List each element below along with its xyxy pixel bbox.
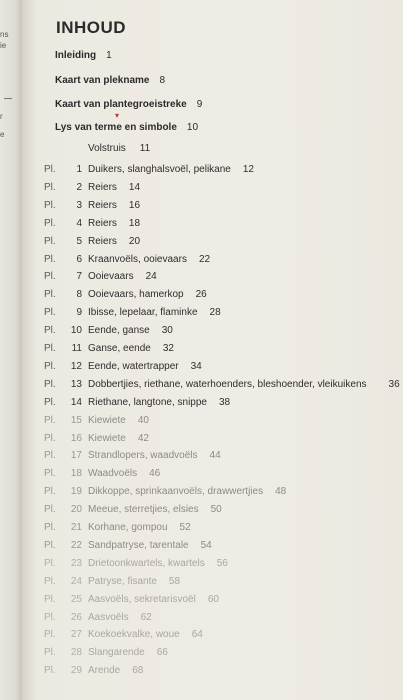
plate-title-wrap (88, 379, 400, 390)
plate-prefix: Pl. (44, 325, 56, 337)
plate-number: 8 (76, 289, 82, 301)
plate-prefix: Pl. (44, 432, 56, 444)
toc-entry-page: 10 (186, 122, 199, 133)
plate-page: 68 (132, 665, 144, 677)
plate-number: 11 (71, 343, 82, 354)
plate-title-wrap (88, 522, 191, 533)
toc-entry-page: 8 (159, 75, 166, 86)
plate-title: Kiewiete (88, 414, 126, 426)
plate-page: 58 (168, 575, 181, 587)
plate-page: 26 (195, 289, 207, 301)
plate-prefix: Pl. (44, 629, 56, 641)
toc-entry-page: 11 (139, 143, 151, 154)
plate-number: 14 (70, 396, 82, 408)
plate-title-wrap (88, 468, 160, 479)
plate-prefix: Pl. (44, 522, 56, 533)
plate-prefix: Pl. (44, 468, 56, 480)
plate-number: 18 (70, 468, 82, 480)
plate-number: 7 (76, 271, 82, 283)
toc-entry-lys-van-terme (55, 122, 198, 133)
plate-title-wrap (88, 415, 149, 426)
plate-number: 21 (70, 522, 82, 533)
plate-title-wrap (88, 576, 180, 587)
plate-page: 22 (198, 253, 211, 265)
plate-title: Duikers, slanghalsvoël, pelikane (88, 164, 231, 175)
plate-title-wrap (88, 254, 210, 265)
plate-number: 2 (76, 181, 82, 193)
plate-title: Reiers (88, 181, 117, 193)
plate-number: 10 (70, 325, 82, 337)
page-title: INHOUD (56, 18, 127, 37)
plate-page: 42 (137, 432, 149, 444)
toc-entry-label: Kaart van plantegroeistreke (55, 99, 187, 110)
gutter-dash (4, 98, 12, 99)
plate-title: Drietoonkwartels, kwartels (88, 557, 205, 569)
plate-title: Aasvoëls (88, 611, 129, 623)
plate-number: 1 (76, 164, 82, 175)
plate-page: 16 (128, 199, 141, 211)
plate-prefix: Pl. (44, 504, 56, 516)
plate-title-wrap (88, 271, 157, 282)
plate-title-wrap (88, 343, 174, 354)
plate-title: Riethane, langtone, snippe (88, 396, 207, 408)
plate-number: 13 (70, 378, 82, 390)
plate-prefix: Pl. (44, 557, 56, 569)
plate-title: Sandpatryse, tarentale (88, 539, 189, 551)
gutter-fragment: r (0, 112, 3, 121)
plate-page: 36 (388, 378, 400, 390)
plate-prefix: Pl. (44, 271, 56, 283)
plate-number: 15 (70, 414, 82, 426)
plate-number: 24 (70, 575, 82, 587)
plate-number: 20 (70, 504, 82, 516)
plate-page: 18 (128, 217, 141, 229)
plate-page: 64 (191, 629, 203, 641)
plate-number: 9 (76, 307, 82, 319)
plate-page: 32 (162, 343, 174, 354)
plate-title: Slangarende (88, 647, 145, 659)
plate-title: Ooievaars (88, 271, 134, 283)
plate-page: 56 (216, 557, 228, 569)
plate-page: 52 (179, 522, 191, 533)
plate-title-wrap (88, 629, 203, 640)
plate-title: Aasvoëls, sekretarisvoël (88, 593, 196, 605)
plate-prefix: Pl. (44, 593, 56, 605)
plate-page: 20 (128, 235, 141, 247)
plate-prefix: Pl. (44, 217, 56, 229)
toc-entry-page: 9 (196, 99, 203, 110)
plate-page: 44 (209, 450, 221, 462)
plate-number: 5 (76, 235, 82, 247)
plate-title-wrap (88, 361, 202, 372)
plate-title-wrap (88, 200, 140, 211)
plate-page: 38 (218, 396, 231, 408)
plate-title-wrap (88, 164, 254, 175)
plate-number: 19 (70, 486, 82, 498)
plate-prefix: Pl. (44, 289, 56, 301)
plate-number: 29 (70, 665, 82, 677)
plate-prefix: Pl. (44, 343, 56, 354)
plate-page: 30 (161, 325, 173, 337)
plate-prefix: Pl. (44, 235, 56, 247)
toc-entry-label: Volstruis (88, 143, 126, 154)
plate-page: 34 (190, 360, 202, 372)
plate-number: 22 (70, 539, 82, 551)
plate-number: 12 (70, 360, 82, 372)
plate-page: 46 (149, 468, 161, 480)
toc-entry-label: Lys van terme en simbole (55, 122, 177, 133)
plate-title: Eende, watertrapper (88, 360, 179, 372)
plate-number: 16 (70, 432, 82, 444)
plate-prefix: Pl. (44, 450, 56, 462)
plate-title: Reiers (88, 217, 117, 229)
plate-title-wrap (88, 504, 222, 515)
plate-page: 24 (145, 271, 157, 283)
toc-entry-label: Kaart van plekname (55, 75, 150, 86)
plate-title-wrap (88, 218, 140, 229)
plate-prefix: Pl. (44, 253, 56, 265)
plate-title: Strandlopers, waadvoëls (88, 450, 198, 462)
previous-page-edge (0, 0, 22, 700)
toc-entry-label: Inleiding (55, 50, 97, 61)
plate-prefix: Pl. (44, 539, 56, 551)
plate-title-wrap (88, 558, 228, 569)
plate-prefix: Pl. (44, 575, 56, 587)
contents-page (22, 0, 403, 700)
plate-title-wrap (88, 612, 152, 623)
plate-page: 48 (275, 486, 287, 498)
toc-entry-page: 1 (106, 50, 112, 61)
plate-number: 6 (76, 253, 82, 265)
plate-title-wrap (88, 236, 140, 247)
toc-entry-inleiding (55, 50, 112, 61)
toc-entry-kaart-plekname (55, 75, 165, 86)
red-pen-mark: ▾ (115, 111, 120, 120)
plate-prefix: Pl. (44, 378, 56, 390)
plate-page: 60 (207, 593, 219, 605)
plate-title: Koekoekvalke, woue (88, 629, 180, 641)
plate-title-wrap (88, 433, 149, 444)
plate-prefix: Pl. (44, 164, 56, 175)
gutter-fragment: ns (0, 30, 9, 39)
plate-page: 14 (128, 181, 141, 193)
plate-title-wrap (88, 182, 140, 193)
plate-title: Korhane, gompou (88, 522, 168, 533)
plate-page: 54 (200, 539, 212, 551)
plate-number: 26 (70, 611, 82, 623)
plate-prefix: Pl. (44, 486, 56, 498)
plate-number: 25 (70, 593, 82, 605)
gutter-fragment: ie (0, 41, 7, 50)
plate-number: 27 (70, 629, 82, 641)
plate-title: Ooievaars, hamerkop (88, 289, 184, 301)
plate-number: 28 (70, 647, 82, 659)
plate-title: Dikkoppe, sprinkaanvoëls, drawwertjies (88, 486, 264, 498)
plate-number: 23 (70, 557, 82, 569)
plate-title-wrap (88, 450, 221, 461)
plate-page: 50 (210, 504, 222, 516)
plate-page: 12 (242, 164, 254, 175)
plate-title: Patryse, fisante (88, 575, 157, 587)
plate-prefix: Pl. (44, 199, 56, 211)
plate-title-wrap (88, 397, 230, 408)
plate-page: 28 (209, 307, 221, 319)
plate-number: 17 (70, 450, 82, 462)
plate-prefix: Pl. (44, 414, 56, 426)
plate-title-wrap (88, 289, 207, 300)
plate-prefix: Pl. (44, 360, 56, 372)
plate-title: Meeue, sterretjies, elsies (88, 504, 199, 516)
plate-title: Waadvoëls (88, 468, 138, 480)
plate-title-wrap (88, 540, 212, 551)
gutter-fragment: e (0, 130, 5, 139)
plate-prefix: Pl. (44, 307, 56, 319)
plate-title: Arende (88, 665, 121, 677)
plate-prefix: Pl. (44, 181, 56, 193)
plate-page: 62 (140, 611, 152, 623)
plate-title: Reiers (88, 235, 117, 247)
plate-title: Kiewiete (88, 432, 126, 444)
plate-title: Eende, ganse (88, 325, 150, 337)
plate-page: 40 (137, 414, 149, 426)
plate-prefix: Pl. (44, 647, 56, 659)
toc-entry-kaart-plantegroeistreke (55, 99, 202, 110)
plate-title: Ganse, eende (88, 343, 151, 354)
plate-prefix: Pl. (44, 396, 56, 408)
plate-title: Kraanvoëls, ooievaars (88, 253, 187, 265)
plate-page: 66 (156, 647, 168, 659)
plate-title-wrap (88, 307, 221, 318)
plate-prefix: Pl. (44, 611, 56, 623)
plate-title: Ibisse, lepelaar, flaminke (88, 307, 198, 319)
plate-title-wrap (88, 594, 219, 605)
plate-title-wrap (88, 325, 173, 336)
plate-title-wrap (88, 486, 286, 497)
plate-number: 3 (76, 199, 82, 211)
plate-title-wrap (88, 665, 143, 676)
plate-title-wrap (88, 647, 168, 658)
plate-title: Dobbertjies, riethane, waterhoenders, bleshoender, vleikuikens (88, 378, 367, 390)
plate-prefix: Pl. (44, 665, 56, 677)
plate-number: 4 (76, 217, 82, 229)
plate-title: Reiers (88, 199, 117, 211)
toc-entry-volstruis (88, 143, 150, 154)
